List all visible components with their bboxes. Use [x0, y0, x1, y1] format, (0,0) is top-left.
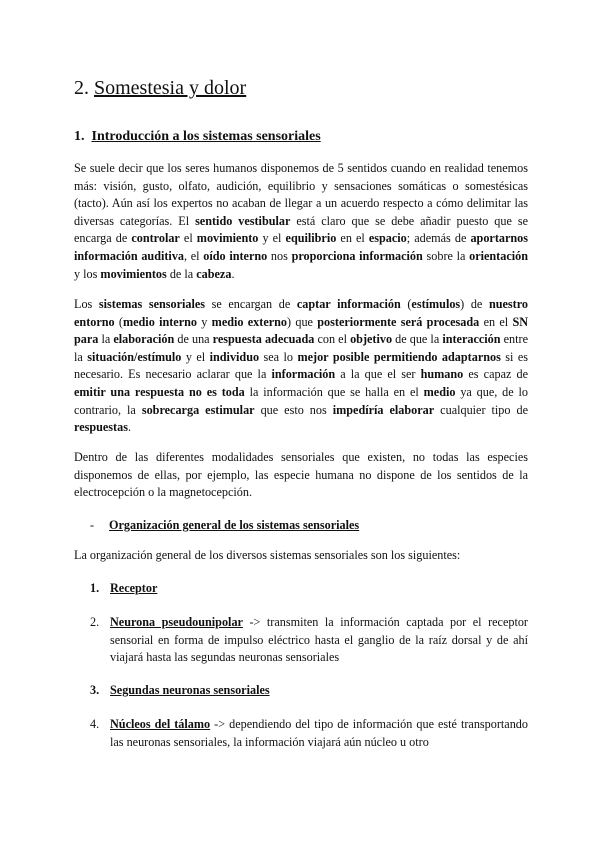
text-run: con el [314, 332, 351, 347]
text-run: el [179, 231, 197, 246]
section-title: Introducción a los sistemas sensoriales [91, 129, 321, 144]
text-run: si es necesario. Es necesario aclarar que la [74, 349, 529, 382]
bold-term: estímulos [411, 297, 461, 311]
text-run: ) de [460, 297, 489, 311]
list-item-text: -> dependiendo del tipo de información que esté transportando las neuronas sensoriales, la información viajará aún núcleo u otro [110, 717, 528, 749]
bold-term: individuo [209, 349, 260, 364]
text-run: entre la [74, 332, 528, 364]
text-run: sobre la [422, 248, 470, 263]
text-run: de una [174, 332, 213, 347]
bold-term: impedíría elaborar [332, 402, 435, 417]
text-run: sea lo [259, 349, 298, 364]
paragraph-sensory-systems [74, 296, 528, 437]
list-item-term: Receptor [110, 581, 158, 595]
text-run: en el [336, 231, 369, 246]
subsection-title: Organización general de los sistemas sensoriales [109, 518, 360, 532]
text-run: y el [258, 231, 286, 246]
text-run: , el [184, 248, 204, 263]
text-run: ; además de [406, 231, 471, 246]
bold-term: emitir una respuesta no es toda [74, 384, 245, 399]
section-heading [74, 128, 321, 146]
bold-term: objetivo [350, 332, 393, 347]
list-item-number: 2. [90, 615, 100, 629]
text-run: . [231, 266, 235, 281]
text-run: ya que, de lo contrario, la [74, 384, 528, 417]
bold-term: situación/estímulo [87, 349, 182, 364]
page-title-text: Somestesia y dolor [94, 77, 247, 99]
bold-term: captar información [296, 297, 401, 311]
bold-term: controlar [131, 231, 180, 246]
bold-term: medio interno [122, 314, 197, 329]
text-run: ( [114, 314, 123, 329]
paragraph-intro [74, 160, 528, 283]
bold-term: oído interno [203, 248, 268, 263]
text-run: está claro que se debe añadir puesto que se encarga de [74, 213, 528, 246]
bold-term: equilibrio [285, 231, 337, 246]
bold-term: información [271, 367, 336, 382]
section-number: 1. [74, 129, 85, 144]
text-run: se encargan de [205, 297, 297, 311]
text-run: ) que [287, 314, 318, 329]
text-run: ( [400, 297, 412, 311]
bold-term: humano [420, 367, 464, 382]
bold-term: movimiento [196, 231, 259, 246]
bold-term: respuesta adecuada [212, 332, 315, 347]
list-item-term: Neurona pseudounipolar [110, 615, 243, 629]
bold-term: posteriormente será procesada [317, 314, 480, 329]
bold-term: mejor posible permitiendo adaptarnos [297, 349, 501, 364]
bold-term: orientación [469, 248, 529, 263]
text-run: de la [166, 266, 197, 281]
page-title [74, 76, 246, 100]
bold-term: nuestro entorno [74, 297, 529, 329]
text-run: Se suele decir que los seres humanos disponemos de 5 sentidos cuando en realidad tenemos más: visión, gusto, olfato, audición, equilibrio y sensaciones somáticas o somestésicas (tacto). Aún así los expertos no acaban de llegar a un acuerdo respecto a cómo delimitar las diversas categorías. El [74, 161, 528, 228]
bold-term: medio [423, 384, 456, 399]
list-item-term: Segundas neuronas sensoriales [110, 683, 270, 697]
list-item-text: -> transmiten la información captada por el receptor sensorial en forma de impulso eléctrico hasta el ganglio de la raíz dorsal y de ahí viajará hasta las segundas neuronas sensoriales [110, 615, 528, 665]
page-title-number: 2. [74, 77, 89, 99]
bold-term: espacio [368, 231, 407, 246]
paragraph-modalities: Dentro de las diferentes modalidades sensoriales que existen, no todas las especies disponemos de ellas, por ejemplo, las especie humana no dispone de los sentidos de la electrocepción o la magnetocepción. [74, 450, 528, 500]
bold-term: aportarnos información auditiva [74, 231, 529, 263]
list-item-number: 3. [90, 683, 100, 697]
bold-term: respuestas [74, 420, 128, 435]
text-run: a la que el ser [335, 367, 421, 382]
bold-term: sobrecarga estimular [141, 402, 255, 417]
bold-term: cabeza [196, 266, 232, 281]
bold-term: interacción [442, 332, 501, 347]
text-run: cualquier tipo de [434, 402, 528, 417]
text-run: es capaz de [463, 367, 529, 382]
text-run: Los [74, 297, 99, 311]
bold-term: sentido vestibular [195, 213, 291, 228]
text-run: y los [74, 266, 101, 281]
bold-term: movimientos [100, 266, 167, 281]
text-run: de que la [392, 332, 443, 347]
text-run: . [127, 420, 131, 435]
bold-term: medio externo [211, 314, 288, 329]
text-run: y el [181, 349, 210, 364]
subsection-heading [90, 517, 360, 535]
list-item-number: 1. [90, 581, 100, 595]
bold-term: proporciona información [291, 248, 423, 263]
text-run: que esto nos [254, 402, 333, 417]
text-run: y [197, 314, 212, 329]
text-run: nos [267, 248, 292, 263]
list-intro: La organización general de los diversos sistemas sensoriales son los siguientes: [74, 548, 461, 562]
list-item-number: 4. [90, 717, 100, 731]
bold-term: elaboración [113, 332, 175, 347]
list-item-term: Núcleos del tálamo [110, 717, 211, 731]
text-run: la [98, 332, 114, 347]
bold-term: sistemas sensoriales [98, 297, 206, 311]
text-run: en el [479, 314, 513, 329]
subsection-bullet: - [90, 518, 95, 532]
bold-term: SN para [74, 314, 529, 347]
text-run: la información que se halla en el [244, 384, 424, 399]
